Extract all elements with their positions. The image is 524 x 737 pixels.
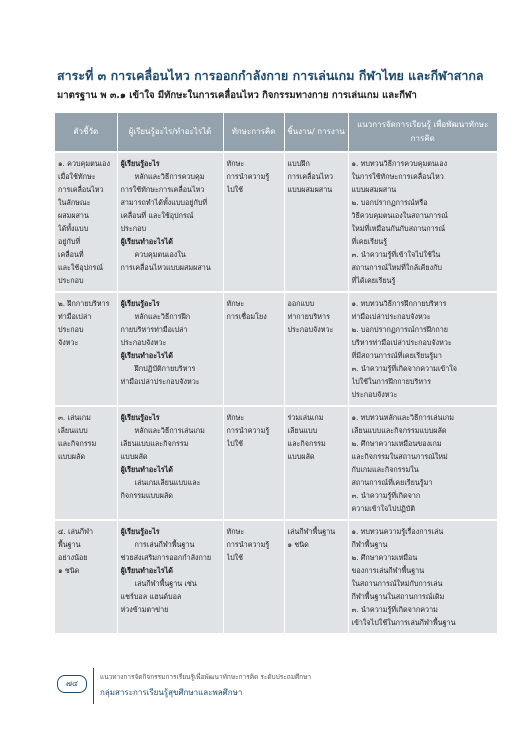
cell-line: ๓. เล่นเกม: [58, 413, 91, 422]
cell-line: ท่ามือเปล่าประกอบจังหวะ: [351, 312, 431, 321]
cell-line: ๑. ทบทวนหลักและวิธีการเล่นเกม: [351, 413, 455, 422]
cell-line: เข้าใจไปใช้ในการเล่นกีฬาพื้นฐาน: [351, 618, 456, 627]
cell-line: แบบผลัด: [287, 452, 315, 461]
cell-line: เล่นกีฬาพื้นฐาน: [287, 527, 336, 536]
cell-line: แบบฝึก: [287, 159, 310, 168]
cell-line: ในลักษณะ: [58, 198, 91, 207]
cell-line: ไปใช้ในการฝึกกายบริหาร: [351, 377, 431, 386]
cell-line: เลียนแบบ: [58, 426, 88, 435]
cell-line: การนำความรู้: [226, 426, 270, 435]
cell-line: ผู้เรียนรู้อะไร: [120, 159, 160, 168]
cell-line: ไปใช้: [226, 185, 244, 194]
cell-line: ประกอบ: [58, 276, 84, 285]
page-number: ๗๔: [57, 675, 87, 693]
footer-divider: [93, 668, 94, 704]
cell-line: แบบผลัด: [58, 452, 86, 461]
cell-line: หลักและวิธีการควบคุม: [134, 172, 205, 181]
cell-line: ควบคุมตนเองใน: [134, 250, 186, 259]
cell-line: สามารถทำได้ทั้งแบบอยู่กับที่: [120, 198, 208, 207]
cell-line: ที่ได้เคยเรียนรู้: [351, 276, 396, 285]
cell-line: ในการใช้ทักษะการเคลื่อนไหว: [351, 172, 444, 181]
approach-cell: [348, 292, 497, 406]
cell-line: ๒. บอกปรากฏการณ์การฝึกกาย: [351, 325, 449, 334]
table-body: [55, 152, 497, 633]
cell-line: ผู้เรียนรู้อะไร: [120, 527, 160, 536]
cell-line: ๑. ทบทวนวิธีการฝึกกายบริหาร: [351, 299, 447, 308]
header-indicator: ตัวชี้วัด: [55, 113, 117, 152]
footer-book-title: แนวทางการจัดกิจกรรมการเรียนรู้เพื่อพัฒนาทักษะการคิด ระดับประถมศึกษา: [100, 673, 311, 681]
work-cell: [284, 520, 348, 633]
cell-line: การนำความรู้: [226, 540, 270, 549]
cell-line: สถานการณ์ใหม่ที่ใกล้เคียงกับ: [351, 263, 442, 272]
cell-line: การนำความรู้: [226, 172, 270, 181]
indicator-cell: [55, 520, 117, 633]
header-thinking-skill: ทักษะการคิด: [223, 113, 284, 152]
cell-line: ๓. นำความรู้ที่เกิดจากความเข้าใจ: [351, 364, 457, 373]
cell-line: ผู้เรียนทำอะไรได้: [120, 237, 173, 246]
curriculum-table: [55, 113, 497, 633]
thinking-skill-cell: [223, 520, 284, 633]
learning-cell: [117, 406, 223, 520]
header-approach: แนวการจัดการเรียนรู้ เพื่อพัฒนาทักษะการคิด: [348, 113, 497, 152]
indicator-cell: [55, 406, 117, 520]
cell-line: ๑ ชนิด: [287, 540, 309, 549]
cell-line: วิธีควบคุมตนเองในสถานการณ์: [351, 211, 448, 220]
cell-line: ท่ามือเปล่าประกอบจังหวะ: [120, 377, 200, 386]
cell-line: กายบริหารท่ามือเปล่า: [120, 325, 188, 334]
cell-line: หลักและวิธีการฝึก: [134, 312, 191, 321]
footer-subject-group: กลุ่มสาระการเรียนรู้สุขศึกษาและพลศึกษา: [100, 688, 243, 697]
cell-line: ๒. ศึกษาความเหมือน: [351, 553, 418, 562]
table-row: [55, 152, 497, 292]
cell-line: ไปใช้: [226, 439, 244, 448]
cell-line: ๒. ศึกษาความเหมือนของเกม: [351, 439, 442, 448]
cell-line: ไปใช้: [226, 553, 244, 562]
thinking-skill-cell: [223, 152, 284, 292]
thinking-skill-cell: [223, 292, 284, 406]
cell-line: ท่ามือเปล่า: [58, 312, 92, 321]
cell-line: บริหารท่ามือเปล่าประกอบจังหวะ: [351, 338, 452, 347]
cell-line: เคลื่อนที่ และใช้อุปกรณ์: [120, 211, 194, 220]
cell-line: กีฬาพื้นฐานในสถานการณ์เดิม: [351, 592, 445, 601]
indicator-cell: [55, 152, 117, 292]
standard-subtitle: มาตรฐาน พ ๓.๑ เข้าใจ มีทักษะในการเคลื่อนไหว กิจกรรมทางกาย การเล่นเกม และกีฬา: [57, 90, 417, 101]
learning-cell: [117, 152, 223, 292]
cell-line: ผู้เรียนทำอะไรได้: [120, 351, 173, 360]
learning-cell: [117, 520, 223, 633]
cell-line: การเชื่อมโยง: [226, 312, 267, 321]
indicator-cell: [55, 292, 117, 406]
cell-line: หลักและวิธีการเล่นเกม: [134, 426, 205, 435]
approach-cell: [348, 406, 497, 520]
cell-line: ในสถานการณ์ใหม่กับการเล่น: [351, 579, 443, 588]
table-header-row: [55, 113, 497, 152]
cell-line: ๑. ทบทวนความรู้เรื่องการเล่น: [351, 527, 444, 536]
cell-line: ผู้เรียนรู้อะไร: [120, 413, 160, 422]
cell-line: แบบผสมผสาน: [351, 185, 397, 194]
cell-line: กีฬาพื้นฐาน: [351, 540, 388, 549]
cell-line: การเคลื่อนไหว: [287, 172, 334, 181]
cell-line: ประกอบจังหวะ: [287, 325, 334, 334]
cell-line: และกิจกรรม: [287, 439, 326, 448]
cell-line: ช่วยส่งเสริมการออกกำลังกาย: [120, 553, 212, 562]
cell-line: ๑ ชนิด: [58, 566, 80, 575]
cell-line: ทักษะ: [226, 413, 245, 422]
page-title: สาระที่ ๓ การเคลื่อนไหว การออกกำลังกาย การเล่นเกม กีฬาไทย และกีฬาสากล: [57, 68, 484, 83]
cell-line: ประกอบจังหวะ: [120, 338, 167, 347]
cell-line: ห่วงข้ามตาข่าย: [120, 605, 169, 614]
cell-line: ผู้เรียนรู้อะไร: [120, 299, 160, 308]
cell-line: แชร์บอล แฮนด์บอล: [120, 592, 182, 601]
approach-cell: [348, 520, 497, 633]
cell-line: และกิจกรรม: [58, 439, 97, 448]
cell-line: และกิจกรรมในสถานการณ์ใหม่: [351, 452, 448, 461]
cell-line: จังหวะ: [58, 338, 79, 347]
cell-line: ๑. ควบคุมตนเอง: [58, 159, 110, 168]
cell-line: ๔. เล่นกีฬา: [58, 527, 94, 536]
thinking-skill-cell: [223, 406, 284, 520]
cell-line: ๒. ฝึกกายบริหาร: [58, 299, 110, 308]
cell-line: ๓. นำความรู้ที่เข้าใจไปใช้ใน: [351, 250, 441, 259]
cell-line: ประกอบจังหวะ: [351, 390, 398, 399]
cell-line: สถานการณ์ที่เคยเรียนรู้มา: [351, 478, 433, 487]
cell-line: ของการเล่นกีฬาพื้นฐาน: [351, 566, 425, 575]
header-work: ชิ้นงาน/ การงาน: [284, 113, 348, 152]
cell-line: ๑. ทบทวนวิธีการควบคุมตนเอง: [351, 159, 448, 168]
table-row: [55, 292, 497, 406]
cell-line: ได้ทั้งแบบ: [58, 224, 89, 233]
cell-line: ที่เคยเรียนรู้: [351, 237, 388, 246]
cell-line: การใช้ทักษะการเคลื่อนไหว: [120, 185, 205, 194]
cell-line: ทักษะ: [226, 299, 245, 308]
cell-line: ๓. นำความรู้ที่เกิดจาก: [351, 491, 421, 500]
cell-line: แบบผลัด: [120, 452, 148, 461]
work-cell: [284, 406, 348, 520]
cell-line: อย่างน้อย: [58, 553, 88, 562]
work-cell: [284, 292, 348, 406]
header-learning: ผู้เรียนรู้อะไร/ทำอะไรได้: [117, 113, 223, 152]
cell-line: ฝึกปฏิบัติกายบริหาร: [134, 364, 196, 373]
cell-line: กิจกรรมแบบผลัด: [120, 491, 173, 500]
cell-line: ท่ากายบริหาร: [287, 312, 330, 321]
cell-line: เลียนแบบและกิจกรรม: [120, 439, 189, 448]
cell-line: การเคลื่อนไหว: [58, 185, 104, 194]
cell-line: ทักษะ: [226, 159, 245, 168]
cell-line: ออกแบบ: [287, 299, 315, 308]
cell-line: ๒. บอกปรากฏการณ์หรือ: [351, 198, 428, 207]
cell-line: ใหม่ที่เหมือนกันกับสถานการณ์: [351, 224, 446, 233]
cell-line: ร่วมเล่นเกม: [287, 413, 324, 422]
cell-line: เลียนแบบ: [287, 426, 318, 435]
cell-line: เมื่อใช้ทักษะ: [58, 172, 96, 181]
cell-line: เคลื่อนที่: [58, 250, 84, 259]
cell-line: ที่มีสถานการณ์ที่เคยเรียนรู้มา: [351, 351, 442, 360]
cell-line: เลียนแบบและกิจกรรมแบบผลัด: [351, 426, 447, 435]
cell-line: ผู้เรียนทำอะไรได้: [120, 465, 173, 474]
cell-line: ผู้เรียนทำอะไรได้: [120, 566, 173, 575]
cell-line: อยู่กับที่: [58, 237, 81, 246]
cell-line: การเคลื่อนไหวแบบผสมผสาน: [120, 263, 211, 272]
table-row: [55, 406, 497, 520]
cell-line: แบบผสมผสาน: [287, 185, 333, 194]
cell-line: ๓. นำความรู้ที่เกิดจากความ: [351, 605, 438, 614]
work-cell: [284, 152, 348, 292]
learning-cell: [117, 292, 223, 406]
cell-line: ทักษะ: [226, 527, 245, 536]
cell-line: และใช้อุปกรณ์: [58, 263, 104, 272]
cell-line: เล่นเกมเลียนแบบและ: [134, 478, 201, 487]
cell-line: ประกอบ: [120, 224, 147, 233]
cell-line: ประกอบ: [58, 325, 84, 334]
cell-line: พื้นฐาน: [58, 540, 81, 549]
cell-line: การเล่นกีฬาพื้นฐาน: [134, 540, 195, 549]
cell-line: ผสมผสาน: [58, 211, 89, 220]
table-row: [55, 520, 497, 633]
approach-cell: [348, 152, 497, 292]
cell-line: เล่นกีฬาพื้นฐาน เช่น: [134, 579, 197, 588]
cell-line: กับเกมและกิจกรรมใน: [351, 465, 419, 474]
cell-line: ความเข้าใจไปปฏิบัติ: [351, 504, 416, 513]
